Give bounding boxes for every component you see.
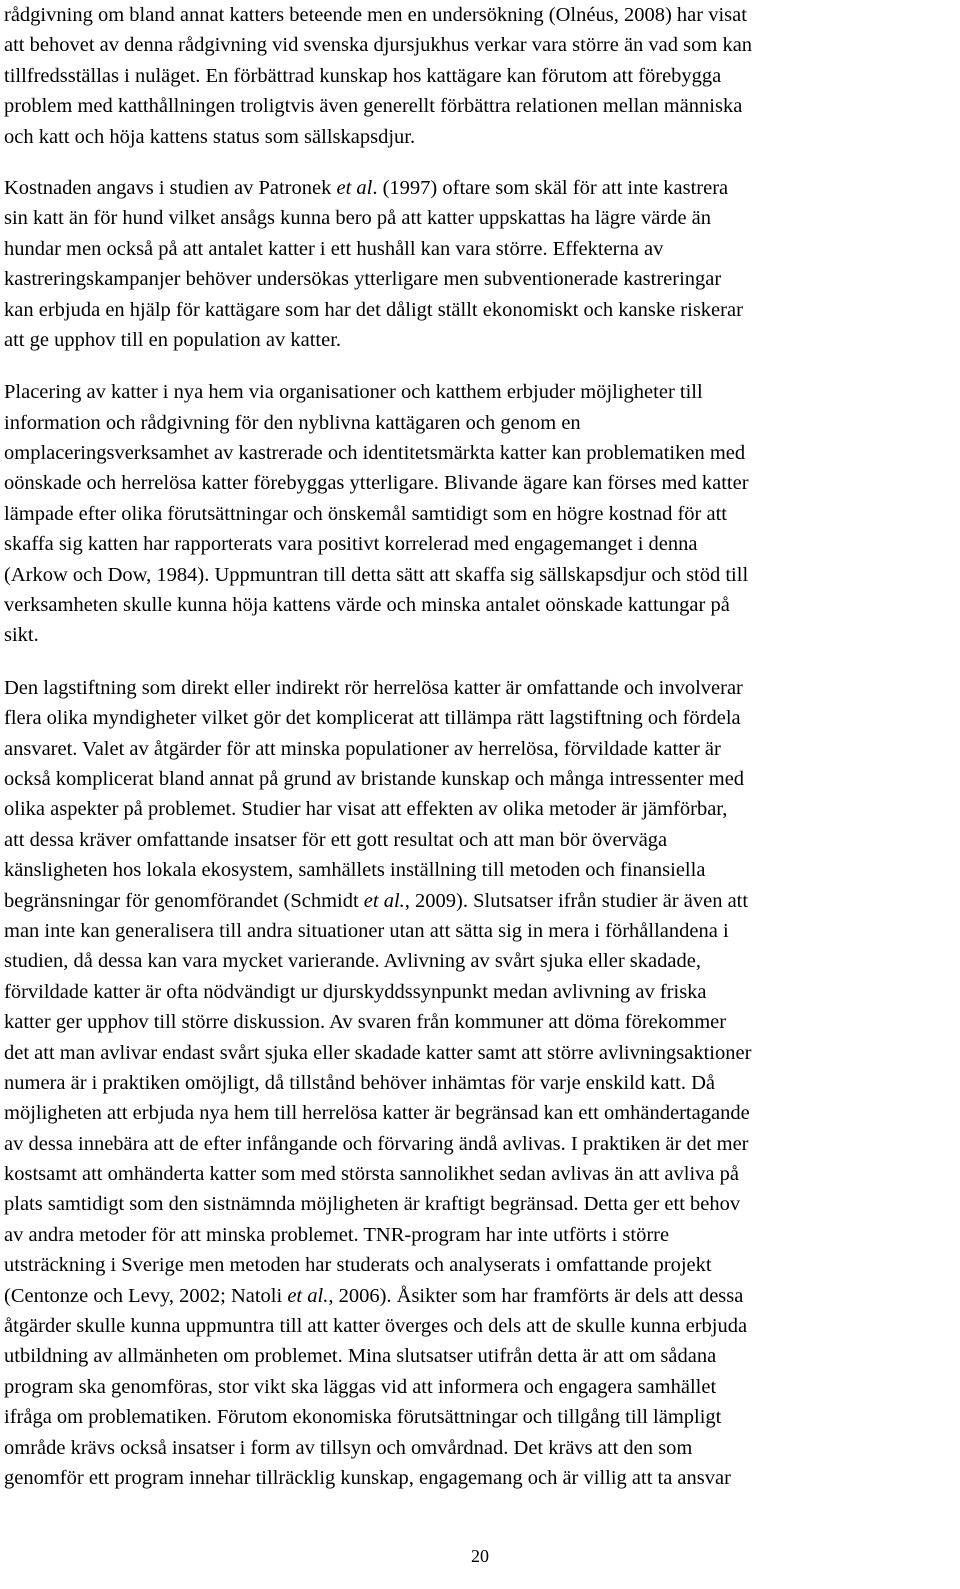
text-line (4, 408, 950, 438)
text-run: ifråga om problematiken. Förutom ekonomiska förutsättningar och tillgång till lämpligt (4, 1406, 722, 1429)
text-line (4, 30, 950, 60)
text-run: sin katt än för hund vilket ansågs kunna bero på att katter uppskattas ha lägre värde än (4, 207, 712, 230)
text-line (4, 203, 950, 233)
text-line (4, 61, 950, 91)
text-run: omplaceringsverksamhet av kastrerade och identitetsmärkta katter kan problematiken med (4, 442, 746, 465)
text-run: område krävs också insatser i form av tillsyn och omvårdnad. Det krävs att den som (4, 1436, 693, 1459)
text-line (4, 0, 950, 30)
text-line (4, 264, 950, 294)
text-run: (Arkow och Dow, 1984). Uppmuntran till detta sätt att skaffa sig sällskapsdjur och stöd till (4, 563, 749, 586)
italic-text-run: et al (336, 176, 373, 199)
text-run: tillfredsställas i nuläget. En förbättrad kunskap hos kattägare kan förutom att förebygga (4, 64, 722, 87)
text-run: Kostnaden angavs i studien av Patronek (4, 176, 337, 199)
text-line (4, 468, 950, 498)
text-run: flera olika myndigheter vilket gör det komplicerat att tillämpa rätt lagstiftning och fördela (4, 707, 741, 730)
text-run: . (1997) oftare som skäl för att inte kastrera (372, 176, 729, 199)
text-run: (Centonze och Levy, 2002; Natoli (4, 1284, 288, 1307)
text-run: det att man avlivar endast svårt sjuka eller skadade katter samt att större avlivningsaktioner (4, 1041, 752, 1064)
text-run: problem med katthållningen troligtvis även generellt förbättra relationen mellan människa (4, 95, 743, 118)
italic-text-run: et al. (363, 889, 405, 912)
text-line (4, 499, 950, 529)
text-run: och katt och höja kattens status som sällskapsdjur. (4, 125, 416, 148)
text-line (4, 1341, 950, 1371)
text-line (4, 560, 950, 590)
text-line (4, 1068, 950, 1098)
text-run: utbildning av allmänheten om problemet. Mina slutsatser utifrån detta är att om sådana (4, 1345, 717, 1368)
text-line (4, 1159, 950, 1189)
text-line (4, 886, 950, 916)
text-run: Placering av katter i nya hem via organisationer och katthem erbjuder möjligheter till (4, 381, 703, 404)
text-line (4, 673, 950, 703)
text-run: av dessa innebära att de efter infångande och förvaring ändå avlivas. I praktiken är det mer (4, 1132, 749, 1155)
text-run: att dessa kräver omfattande insatser för ett gott resultat och att man bör överväga (4, 828, 668, 851)
text-line (4, 1038, 950, 1068)
text-run: av andra metoder för att minska problemet. TNR-program har inte utförts i större (4, 1223, 670, 1246)
text-line (4, 620, 950, 650)
text-run: kostsamt att omhänderta katter som med största sannolikhet sedan avlivas än att avliva på (4, 1163, 739, 1186)
text-line (4, 946, 950, 976)
text-line (4, 977, 950, 1007)
text-line (4, 1281, 950, 1311)
text-run: kastreringskampanjer behöver undersökas ytterligare men subventionerade kastreringar (4, 268, 722, 291)
text-line (4, 234, 950, 264)
text-run: numera är i praktiken omöjligt, då tillstånd behöver inhämtas för varje enskild katt. Då (4, 1071, 716, 1094)
text-run: åtgärder skulle kunna uppmuntra till att katter överges och dels att de skulle kunna erbjuda (4, 1315, 748, 1338)
text-line (4, 438, 950, 468)
text-line (4, 1372, 950, 1402)
text-run: möjligheten att erbjuda nya hem till herrelösa katter är begränsad kan ett omhändertagande (4, 1102, 750, 1125)
text-run: genomför ett program innehar tillräcklig kunskap, engagemang och är villig att ta ansvar (4, 1466, 731, 1489)
text-run: skaffa sig katten har rapporterats vara positivt korrelerad med engagemanget i denna (4, 533, 698, 556)
text-line (4, 794, 950, 824)
text-run: känsligheten hos lokala ekosystem, samhällets inställning till metoden och finansiella (4, 859, 706, 882)
text-run: plats samtidigt som den sistnämnda möjligheten är kraftigt begränsad. Detta ger ett behov (4, 1193, 741, 1216)
paragraph-3 (4, 377, 950, 651)
text-line (4, 703, 950, 733)
paragraph-1 (4, 0, 950, 152)
text-run: utsträckning i Sverige men metoden har studerats och analyserats i omfattande projekt (4, 1254, 712, 1277)
text-line (4, 1311, 950, 1341)
text-line (4, 1433, 950, 1463)
text-line (4, 1007, 950, 1037)
text-line (4, 295, 950, 325)
text-line (4, 1189, 950, 1219)
text-run: man inte kan generalisera till andra situationer utan att sätta sig in mera i förhållandena i (4, 919, 729, 942)
text-line (4, 1463, 950, 1493)
text-run: program ska genomföras, stor vikt ska läggas vid att informera och engagera samhället (4, 1375, 717, 1398)
text-line (4, 764, 950, 794)
text-run: lämpade efter olika förutsättningar och önskemål samtidigt som en högre kostnad för att (4, 502, 727, 525)
text-run: , 2009). Slutsatser ifrån studier är även att (404, 889, 749, 912)
text-line (4, 825, 950, 855)
text-run: kan erbjuda en hjälp för kattägare som har det dåligt ställt ekonomiskt och kanske riskerar (4, 298, 743, 321)
page-number: 20 (471, 1546, 489, 1566)
text-line (4, 1098, 950, 1128)
text-line (4, 1250, 950, 1280)
text-line (4, 1220, 950, 1250)
paragraph-4 (4, 673, 950, 1494)
text-run: verksamheten skulle kunna höja kattens värde och minska antalet oönskade kattungar på (4, 594, 730, 617)
text-line (4, 122, 950, 152)
text-run: rådgivning om bland annat katters beteende men en undersökning (Olnéus, 2008) har visat (4, 4, 747, 26)
text-line (4, 916, 950, 946)
text-run: information och rådgivning för den nyblivna kattägaren och genom en (4, 411, 581, 434)
text-run: olika aspekter på problemet. Studier har visat att effekten av olika metoder är jämförbar, (4, 798, 728, 821)
text-run: också komplicerat bland annat på grund av bristande kunskap och många intressenter med (4, 767, 745, 790)
text-run: Den lagstiftning som direkt eller indirekt rör herrelösa katter är omfattande och involverar (4, 676, 743, 699)
italic-text-run: et al. (287, 1284, 329, 1307)
text-run: förvildade katter är ofta nödvändigt ur djurskyddssynpunkt medan avlivning av friska (4, 980, 707, 1003)
text-line (4, 734, 950, 764)
text-run: katter ger upphov till större diskussion. Av svaren från kommuner att döma förekommer (4, 1011, 727, 1034)
paragraph-2 (4, 173, 950, 355)
text-run: , 2006). Åsikter som har framförts är dels att dessa (328, 1284, 744, 1307)
text-run: begränsningar för genomförandet (Schmidt (4, 889, 364, 912)
text-line (4, 1129, 950, 1159)
text-run: oönskade och herrelösa katter förebyggas ytterligare. Blivande ägare kan förses med katter (4, 472, 749, 495)
text-line (4, 590, 950, 620)
text-line (4, 529, 950, 559)
text-line (4, 91, 950, 121)
text-line (4, 1402, 950, 1432)
text-line (4, 855, 950, 885)
text-line (4, 173, 950, 203)
text-line (4, 377, 950, 407)
text-run: sikt. (4, 624, 39, 647)
text-run: ansvaret. Valet av åtgärder för att minska populationer av herrelösa, förvildade katter är (4, 737, 721, 760)
text-run: hundar men också på att antalet katter i ett hushåll kan vara större. Effekterna av (4, 237, 664, 260)
text-line (4, 325, 950, 355)
text-run: att behovet av denna rådgivning vid svenska djursjukhus verkar vara större än vad som kan (4, 34, 753, 57)
text-run: studien, då dessa kan vara mycket varierande. Avlivning av svårt sjuka eller skadade, (4, 950, 701, 973)
text-run: att ge upphov till en population av katter. (4, 328, 342, 351)
document-page (4, 0, 950, 1493)
